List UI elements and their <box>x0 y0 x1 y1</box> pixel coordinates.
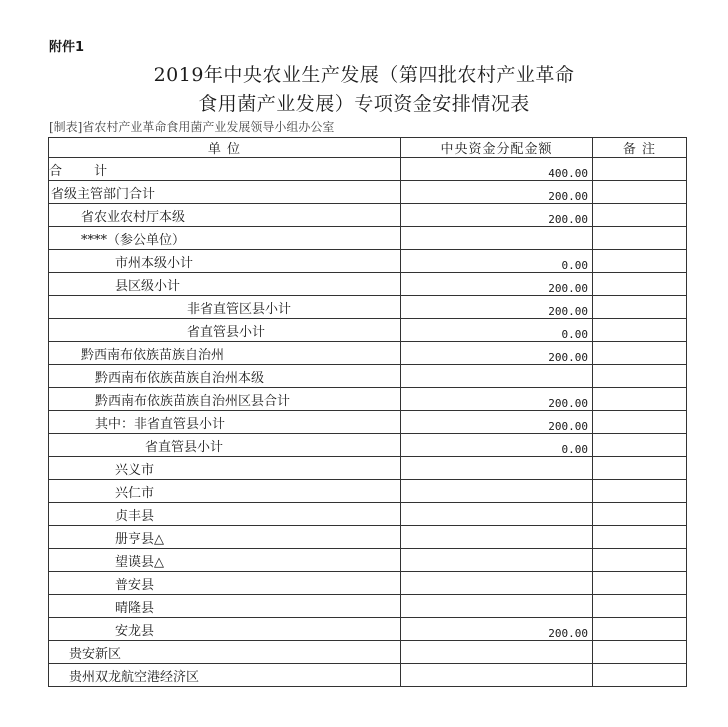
row-name: 合 计 <box>49 158 401 181</box>
row-amount: 200.00 <box>401 273 593 296</box>
compiler-note: [制表]省农村产业革命食用菌产业发展领导小组办公室 <box>49 120 335 134</box>
row-name: 贞丰县 <box>49 503 401 526</box>
row-name: 非省直管区县小计 <box>49 296 401 319</box>
row-amount <box>401 572 593 595</box>
table-row <box>49 503 687 526</box>
row-amount: 0.00 <box>401 319 593 342</box>
row-amount <box>401 365 593 388</box>
row-name: 其中：非省直管县小计 <box>49 411 401 434</box>
table-row <box>49 319 687 342</box>
row-amount <box>401 503 593 526</box>
header-unit: 单 位 <box>49 138 401 158</box>
table-row <box>49 618 687 641</box>
table-row <box>49 549 687 572</box>
row-remark <box>593 319 687 342</box>
row-name: 普安县 <box>49 572 401 595</box>
row-remark <box>593 572 687 595</box>
table-row <box>49 204 687 227</box>
row-name: 安龙县 <box>49 618 401 641</box>
row-remark <box>593 158 687 181</box>
row-amount <box>401 549 593 572</box>
table-row <box>49 158 687 181</box>
row-remark <box>593 365 687 388</box>
row-remark <box>593 457 687 480</box>
row-remark <box>593 618 687 641</box>
row-remark <box>593 595 687 618</box>
row-amount <box>401 227 593 250</box>
row-amount: 200.00 <box>401 618 593 641</box>
table-row <box>49 457 687 480</box>
row-name: 黔西南布依族苗族自治州区县合计 <box>49 388 401 411</box>
table-row <box>49 411 687 434</box>
row-name: 黔西南布依族苗族自治州 <box>49 342 401 365</box>
document-title-line-1: 2019年中央农业生产发展（第四批农村产业革命 <box>153 64 575 86</box>
row-amount: 200.00 <box>401 411 593 434</box>
table-row <box>49 641 687 664</box>
row-amount: 200.00 <box>401 388 593 411</box>
row-name: 县区级小计 <box>49 273 401 296</box>
row-amount <box>401 526 593 549</box>
row-name: 贵安新区 <box>49 641 401 664</box>
row-remark <box>593 526 687 549</box>
header-amount: 中央资金分配金额 <box>401 138 593 158</box>
row-remark <box>593 411 687 434</box>
header-remark: 备 注 <box>593 138 687 158</box>
row-amount: 0.00 <box>401 434 593 457</box>
table-row <box>49 250 687 273</box>
row-remark <box>593 204 687 227</box>
row-remark <box>593 549 687 572</box>
table-row <box>49 296 687 319</box>
row-amount: 200.00 <box>401 296 593 319</box>
row-amount <box>401 664 593 687</box>
row-remark <box>593 296 687 319</box>
row-amount <box>401 641 593 664</box>
row-remark <box>593 641 687 664</box>
row-amount <box>401 480 593 503</box>
table-row <box>49 595 687 618</box>
row-remark <box>593 434 687 457</box>
attachment-label: 附件1 <box>49 40 85 55</box>
table-row <box>49 388 687 411</box>
row-name: 兴仁市 <box>49 480 401 503</box>
row-name: 黔西南布依族苗族自治州本级 <box>49 365 401 388</box>
table-row <box>49 342 687 365</box>
row-remark <box>593 227 687 250</box>
row-remark <box>593 503 687 526</box>
row-remark <box>593 181 687 204</box>
row-remark <box>593 480 687 503</box>
allocation-table <box>48 137 687 687</box>
table-row <box>49 365 687 388</box>
row-remark <box>593 250 687 273</box>
table-row <box>49 227 687 250</box>
row-amount: 400.00 <box>401 158 593 181</box>
row-name: 兴义市 <box>49 457 401 480</box>
row-name: 省级主管部门合计 <box>49 181 401 204</box>
row-amount <box>401 595 593 618</box>
row-name: 册亨县△ <box>49 526 401 549</box>
row-name: 省直管县小计 <box>49 319 401 342</box>
row-remark <box>593 388 687 411</box>
table-row <box>49 572 687 595</box>
row-name: 望谟县△ <box>49 549 401 572</box>
table-row <box>49 526 687 549</box>
row-amount: 200.00 <box>401 204 593 227</box>
table-header-row <box>49 138 687 158</box>
document-title-line-2: 食用菌产业发展）专项资金安排情况表 <box>198 93 530 115</box>
row-name: 省直管县小计 <box>49 434 401 457</box>
row-remark <box>593 664 687 687</box>
row-amount: 0.00 <box>401 250 593 273</box>
row-name: 晴隆县 <box>49 595 401 618</box>
row-name: 市州本级小计 <box>49 250 401 273</box>
table-row <box>49 434 687 457</box>
row-remark <box>593 342 687 365</box>
row-amount: 200.00 <box>401 342 593 365</box>
table-row <box>49 273 687 296</box>
row-remark <box>593 273 687 296</box>
row-name: 贵州双龙航空港经济区 <box>49 664 401 687</box>
table-row <box>49 480 687 503</box>
row-amount <box>401 457 593 480</box>
row-name: 省农业农村厅本级 <box>49 204 401 227</box>
table-row <box>49 181 687 204</box>
table-row <box>49 664 687 687</box>
row-name: ****（参公单位） <box>49 227 401 250</box>
row-amount: 200.00 <box>401 181 593 204</box>
